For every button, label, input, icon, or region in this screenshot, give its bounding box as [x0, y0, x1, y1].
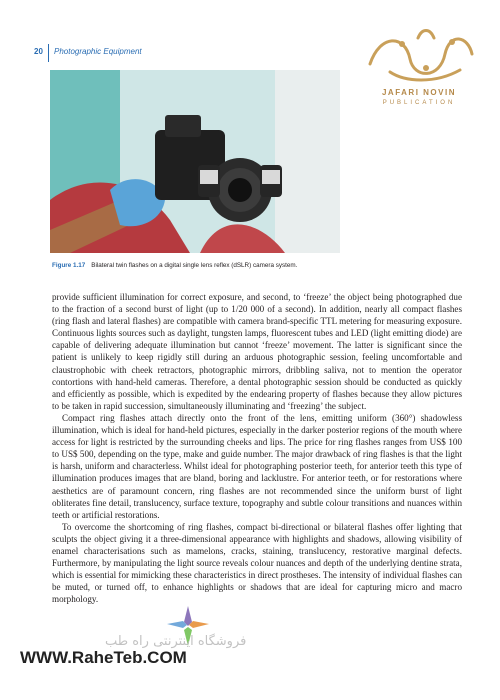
body-text — [52, 291, 462, 605]
figure-label: Figure 1.17 — [52, 262, 86, 269]
figure-caption-text: Bilateral twin flashes on a digital single lens reflex (dSLR) camera system. — [91, 262, 298, 269]
figure-caption — [52, 262, 462, 269]
paragraph-1: provide sufficient illumination for correct exposure, and second, to ‘freeze’ the object being photographed due to the fraction of a second burst of light (up to 1/20 000 of a second). In addition, nearly all compact flashes (ring flash and lateral flashes) are compatible with camera brand-specific TTL metering for measuring exposure. Continuous lights sources such as daylight, tungsten lamps, fluorescent tubes and LED (light emitting diode) are capable of delivering adequate illumination but cannot ‘freeze’ movement. The latter is significant since the patient is unlikely to keep rigidly still during an arduous photographic session, feeling uncomfortable and claustrophobic with cheek retractors, photographic mirrors, dribbling saliva, not to mention the operator contortions with hand-held cameras. Therefore, a dental photographic session should be conducted as quickly and efficiently as possible, which is expedited by the endearing property of flashes because they allow pictures to be taken in rapid succession, simultaneously illuminating and ‘freezing’ the subject. — [52, 292, 462, 411]
logo-name: JAFARI NOVIN — [381, 88, 456, 97]
camera-flash-photo-image — [50, 70, 340, 253]
page-number: 20 — [34, 47, 43, 56]
watermark-url: WWW.RaheTeb.COM — [20, 648, 187, 667]
paragraph-3: To overcome the shortcoming of ring flashes, compact bi-directional or bilateral flashes offer lighting that sculpts the object giving it a three-dimensional appearance with highlights and shadows, allowing visibility of enamel characterisations such as mamelons, cracks, staining, translucency, restorative marginal defects. Furthermore, by manipulating the light source reveals colour nuances and depth of the underlying dentine strata, which is essential for mimicking these characteristics in direct prostheses. The intensity of individual flashes can be muted, or turned off, to enhance highlights or shadows that are ideal for capturing micro and macro morphology. — [52, 521, 462, 605]
header-divider — [48, 44, 49, 62]
figure-photo — [50, 70, 340, 253]
calligraphy-logo-icon — [350, 24, 488, 88]
logo-subtitle: PUBLICATION — [382, 100, 456, 106]
publisher-logo — [350, 24, 488, 120]
watermark-persian-text: فروشگاه اینترنتی راه طب — [105, 634, 247, 649]
running-head: Photographic Equipment — [54, 47, 142, 56]
paragraph-2: Compact ring flashes attach directly onto the front of the lens, emitting uniform (360°) shadowless illumination, which is ideal for hand-held pictures, especially in the darker posterior regions of the mouth where access for light is restricted by the surrounding cheeks and lips. The price for ring flashes ranges from US$ 100 to US$ 500, depending on the type, make and guide number. The major drawback of ring flashes is that the light is harsh, uniform and characterless. Whilst ideal for photographing posterior teeth, for anterior teeth this type of illumination produces images that are bland, boring and lacklustre. For anterior teeth, or for restorations where aesthetics are of paramount concern, ring flashes are not recommended since the uniform burst of light obliterates fine detail, translucency, surface texture, topography and subtle colour transitions and nuances within teeth or artificial restorations. — [52, 412, 462, 520]
